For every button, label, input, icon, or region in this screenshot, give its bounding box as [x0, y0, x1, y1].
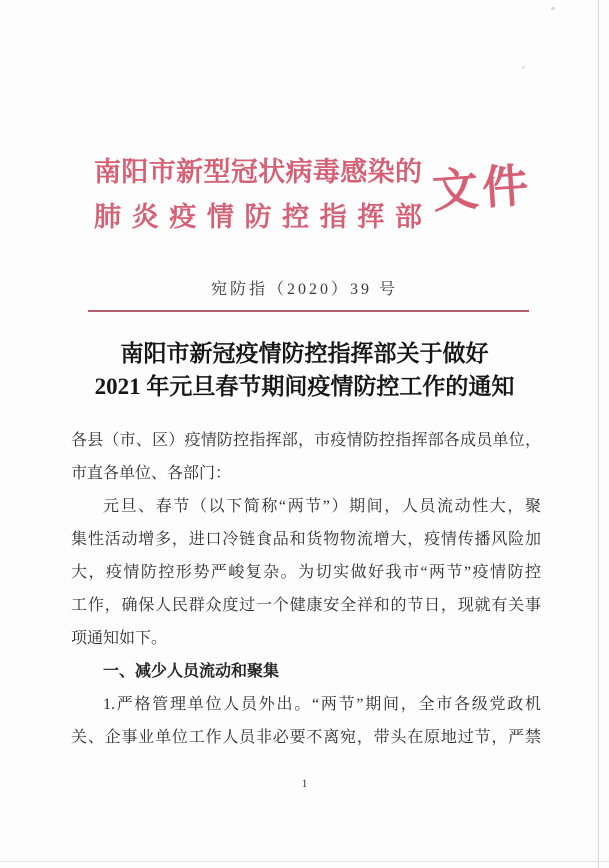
doc-number: 宛防指（2020）39 号 — [210, 281, 398, 298]
scan-artifact-speck — [551, 7, 555, 10]
document-title-line-2: 2021 年元旦春节期间疫情防控工作的通知 — [94, 374, 515, 399]
issuer-name — [94, 150, 422, 240]
paragraph-line: 大，疫情防控形势严峻复杂。为切实做好我市“两节”疫情防控 — [71, 564, 541, 581]
paragraph-line: 1.严格管理单位人员外出。“两节”期间，全市各级党政机 — [103, 696, 541, 713]
document-body — [71, 424, 541, 754]
red-divider-line — [88, 310, 529, 312]
scan-edge-bottom — [0, 861, 609, 862]
paragraph-line: 项通知如下。 — [71, 630, 168, 647]
doc-type-label: 文件 — [430, 159, 534, 218]
scan-artifact-speck — [522, 66, 525, 69]
salutation-line: 市直各单位、各部门： — [71, 465, 232, 482]
document-title-line-1: 南阳市新冠疫情防控指挥部关于做好 — [120, 341, 489, 366]
document-title — [0, 337, 609, 403]
scan-edge-right — [598, 0, 599, 868]
paragraph-line: 集性活动增多，进口冷链食品和货物物流增大，疫情传播风险加 — [71, 531, 541, 548]
issuer-name-line-2: 肺炎疫情防控指挥部 — [94, 202, 422, 232]
letterhead — [94, 150, 536, 240]
paragraph-line: 关、企事业单位工作人员非必要不离宛，带头在原地过节，严禁 — [71, 729, 541, 746]
section-heading: 一、减少人员流动和聚集 — [103, 663, 280, 680]
salutation-line: 各县（市、区）疫情防控指挥部，市疫情防控指挥部各成员单位， — [71, 432, 541, 449]
paragraph-line: 元旦、春节（以下简称“两节”）期间，人员流动性大，聚 — [103, 498, 541, 515]
paragraph-line: 工作，确保人民群众度过一个健康安全祥和的节日，现就有关事 — [71, 597, 541, 614]
page-number: 1 — [301, 776, 308, 790]
issuer-name-line-1: 南阳市新型冠状病毒感染的 — [94, 157, 422, 187]
